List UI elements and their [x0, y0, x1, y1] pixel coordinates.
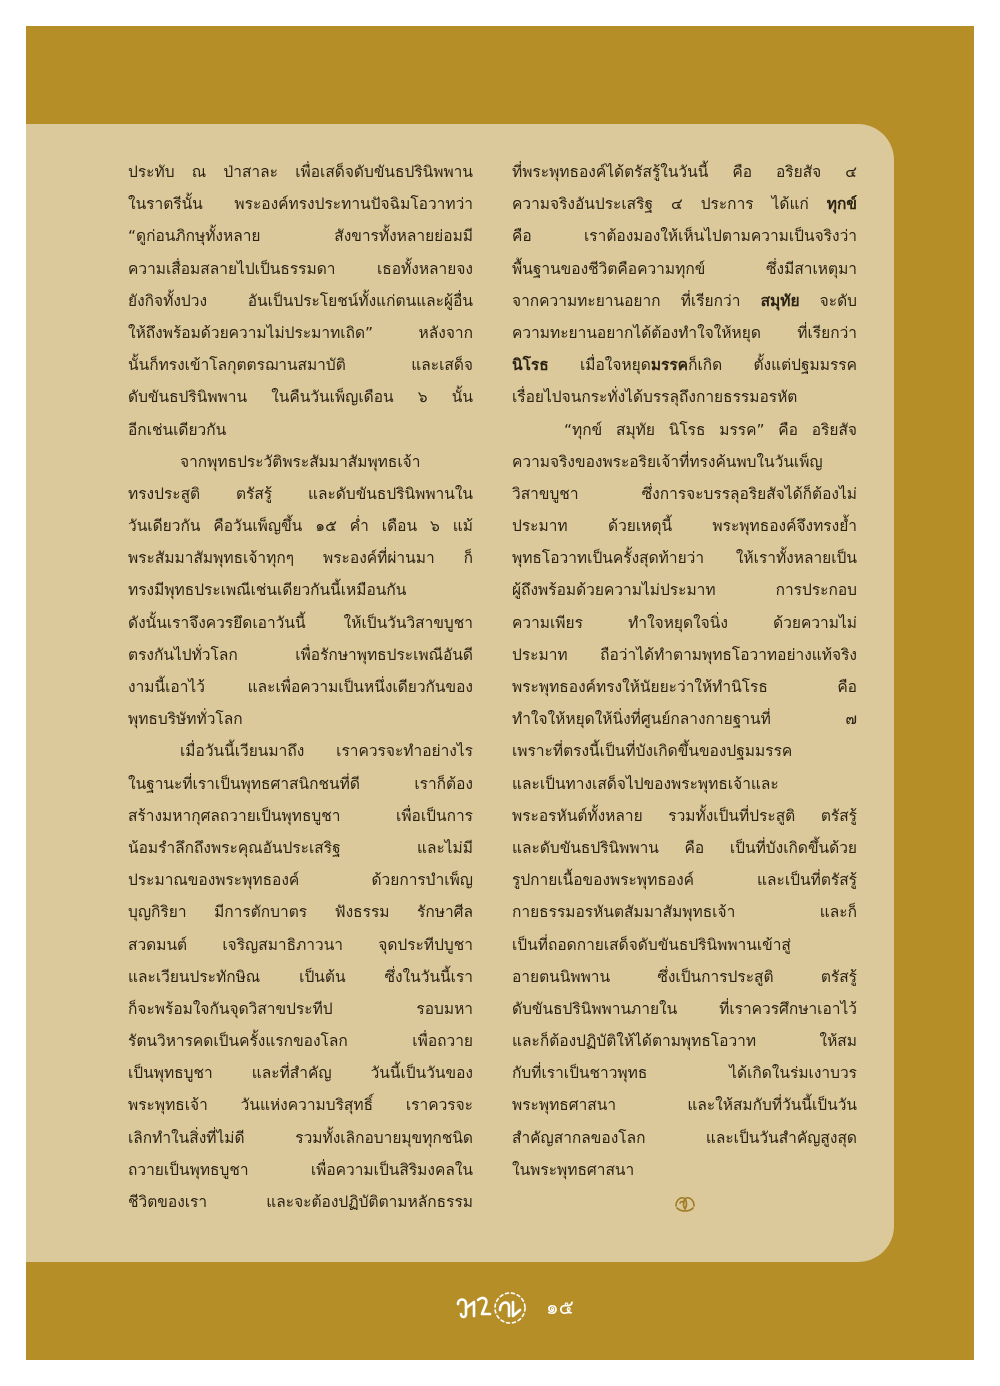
text-line: เป็นพุทธบูชา และที่สำคัญ วันนี้เป็นวันของ [128, 1064, 473, 1083]
text-line: ความทะยานอยากได้ต้องทำใจให้หยุด ที่เรียกว่า [512, 323, 857, 342]
text-line: พระพุทธองค์ทรงให้นัยยะว่าให้ทำนิโรธ คือ [512, 678, 857, 696]
text-line: ความเสื่อมสลายไปเป็นธรรมดา เธอทั้งหลายจง [128, 259, 473, 278]
text-line: ในราตรีนั้น พระองค์ทรงประทานปัจฉิมโอวาทว่า [128, 195, 473, 214]
text-line: นั้นก็ทรงเข้าโลกุตตรฌานสมาบัติ และเสด็จ [128, 356, 473, 375]
text-line: กับที่เราเป็นชาวพุทธ ได้เกิดในร่มเงาบวร [512, 1064, 857, 1083]
text-run: เมื่อใจหยุด [548, 356, 651, 375]
text-line: ในพระพุทธศาสนา [512, 1160, 635, 1179]
text-line: สวดมนต์ เจริญสมาธิภาวนา จุดประทีปบูชา [128, 935, 473, 954]
text-line: ประมาณของพระพุทธองค์ ด้วยการบำเพ็ญ [128, 871, 473, 890]
text-line: ในฐานะที่เราเป็นพุทธศาสนิกชนที่ดี เราก็ต้อง [128, 774, 473, 793]
text-line: และเป็นทางเสด็จไปของพระพุทธเจ้าและ [512, 774, 779, 793]
term-dukkha: ทุกข์ [826, 195, 857, 214]
text-line [512, 349, 857, 381]
left-column [128, 156, 473, 1218]
text-line: ดังนั้นเราจึงควรยึดเอาวันนี้ ให้เป็นวันวิสาขบูชา [128, 613, 473, 632]
text-line: ยังกิจทั้งปวง อันเป็นประโยชน์ทั้งแก่ตนและผู้อื่น [128, 291, 473, 310]
text-line: พุทธโอวาทเป็นครั้งสุดท้ายว่า ให้เราทั้งหลายเป็น [512, 549, 857, 568]
text-line: ให้ถึงพร้อมด้วยความไม่ประมาทเถิด” หลังจาก [128, 323, 473, 342]
magazine-logo [452, 1288, 542, 1328]
text-line: ทรงประสูติ ตรัสรู้ และดับขันธปรินิพพานใน [128, 484, 473, 503]
text-line: อีกเช่นเดียวกัน [128, 420, 227, 439]
right-column [512, 156, 857, 1186]
text-line: ประมาท ด้วยเหตุนี้ พระพุทธองค์จึงทรงย้ำ [512, 517, 857, 536]
text-line: รูปกายเนื้อของพระพุทธองค์ และเป็นที่ตรัสรู้ [512, 871, 857, 890]
text-run: จะดับ [799, 291, 857, 310]
text-line: ดับขันธปรินิพพานภายใน ที่เราควรศึกษาเอาไว้ [512, 999, 857, 1018]
text-line: งามนี้เอาไว้ และเพื่อความเป็นหนึ่งเดียวกันของ [128, 678, 473, 696]
text-line: ทรงมีพุทธประเพณีเช่นเดียวกันนี้เหมือนกัน [128, 581, 407, 600]
text-line: พระพุทธเจ้า วันแห่งความบริสุทธิ์ เราควรจะ [128, 1096, 473, 1115]
text-line: บุญกิริยา มีการตักบาตร ฟังธรรม รักษาศีล [128, 903, 473, 922]
text-line: วันเดียวกัน คือวันเพ็ญขึ้น ๑๕ ค่ำ เดือน ๖ แม้ [128, 517, 473, 536]
text-line: ความจริงของพระอริยเจ้าที่ทรงค้นพบในวันเพ็ญ [512, 452, 823, 471]
text-line: พระสัมมาสัมพุทธเจ้าทุกๆ พระองค์ที่ผ่านมา ก็ [128, 549, 473, 568]
text-line: ดับขันธปรินิพพาน ในคืนวันเพ็ญเดือน ๖ นั้น [128, 388, 473, 407]
text-line: ประมาท ถือว่าได้ทำตามพุทธโอวาทอย่างแท้จริง [512, 645, 857, 664]
text-line: พระอรหันต์ทั้งหลาย รวมทั้งเป็นที่ประสูติ ตรัสรู้ [512, 806, 857, 825]
text-line: น้อมรำลึกถึงพระคุณอันประเสริฐ และไม่มี [128, 838, 473, 857]
lotus-flourish-icon [672, 1189, 698, 1215]
term-nirodha: นิโรธ [512, 356, 549, 375]
text-line: “ทุกข์ สมุทัย นิโรธ มรรค” คือ อริยสัจ [564, 420, 857, 439]
text-run: ความจริงอันประเสริฐ ๔ ประการ ได้แก่ [512, 195, 827, 214]
text-line: ชีวิตของเรา และจะต้องปฏิบัติตามหลักธรรม [128, 1193, 473, 1211]
text-line: อายตนนิพพาน ซึ่งเป็นการประสูติ ตรัสรู้ [512, 967, 857, 986]
text-line: และดับขันธปรินิพพาน คือ เป็นที่บังเกิดขึ้นด้วย [512, 838, 857, 857]
text-line: ที่พระพุทธองค์ได้ตรัสรู้ในวันนี้ คือ อริยสัจ ๔ [512, 163, 857, 181]
term-magga: มรรค [650, 356, 689, 375]
text-line: และเวียนประทักษิณ เป็นต้น ซึ่งในวันนี้เรา [128, 967, 473, 986]
text-line: ผู้ถึงพร้อมด้วยความไม่ประมาท การประกอบ [512, 581, 857, 600]
text-line: เมื่อวันนี้เวียนมาถึง เราควรจะทำอย่างไร [180, 742, 473, 761]
text-line: พระพุทธศาสนา และให้สมกับที่วันนี้เป็นวัน [512, 1096, 857, 1115]
text-line: เรื่อยไปจนกระทั่งได้บรรลุถึงกายธรรมอรหัต [512, 388, 798, 407]
text-run: ก็เกิด ตั้งแต่ปฐมมรรค [688, 356, 857, 375]
text-line: สร้างมหากุศลถวายเป็นพุทธบูชา เพื่อเป็นการ [128, 806, 473, 825]
text-line: ตรงกันไปทั่วโลก เพื่อรักษาพุทธประเพณีอันดี [128, 645, 473, 664]
text-line: ก็จะพร้อมใจกันจุดวิสาขประทีป รอบมหา [128, 999, 473, 1018]
text-line: และก็ต้องปฏิบัติให้ได้ตามพุทธโอวาท ให้สม [512, 1032, 857, 1051]
text-line: จากพุทธประวัติพระสัมมาสัมพุทธเจ้า [180, 452, 421, 471]
text-line: ความเพียร ทำใจหยุดใจนิ่ง ด้วยความไม่ [512, 613, 857, 632]
text-line: คือ เราต้องมองให้เห็นไปตามความเป็นจริงว่า [512, 227, 857, 246]
text-line: ประทับ ณ ป่าสาละ เพื่อเสด็จดับขันธปรินิพพาน [128, 163, 473, 181]
text-line: พุทธบริษัททั่วโลก [128, 710, 243, 729]
text-line: เป็นที่ถอดกายเสด็จดับขันธปรินิพพานเข้าสู่ [512, 935, 791, 954]
text-line: ถวายเป็นพุทธบูชา เพื่อความเป็นสิริมงคลใน [128, 1160, 473, 1179]
text-run: จากความทะยานอยาก ที่เรียกว่า [512, 291, 761, 310]
text-line: รัตนวิหารคดเป็นครั้งแรกของโลก เพื่อถวาย [128, 1032, 473, 1051]
text-line: สำคัญสากลของโลก และเป็นวันสำคัญสูงสุด [512, 1128, 857, 1147]
text-line: กายธรรมอรหันตสัมมาสัมพุทธเจ้า และก็ [512, 903, 857, 922]
page-number: ๑๕ [546, 1295, 574, 1319]
text-line [512, 285, 857, 317]
term-samudaya: สมุทัย [760, 291, 800, 310]
text-line: “ดูก่อนภิกษุทั้งหลาย สังขารทั้งหลายย่อมมี [128, 227, 473, 246]
text-line: เพราะที่ตรงนี้เป็นที่บังเกิดขึ้นของปฐมมรรค [512, 742, 793, 761]
text-line: ทำใจให้หยุดให้นิ่งที่ศูนย์กลางกายฐานที่ ๗ [512, 710, 857, 729]
text-line: พื้นฐานของชีวิตคือความทุกข์ ซึ่งมีสาเหตุมา [512, 259, 857, 278]
text-line [512, 188, 857, 220]
text-line: วิสาขบูชา ซึ่งการจะบรรลุอริยสัจได้ก็ต้องไม่ [512, 484, 857, 503]
text-line: เลิกทำในสิ่งที่ไม่ดี รวมทั้งเลิกอบายมุขทุกชนิด [128, 1128, 473, 1147]
